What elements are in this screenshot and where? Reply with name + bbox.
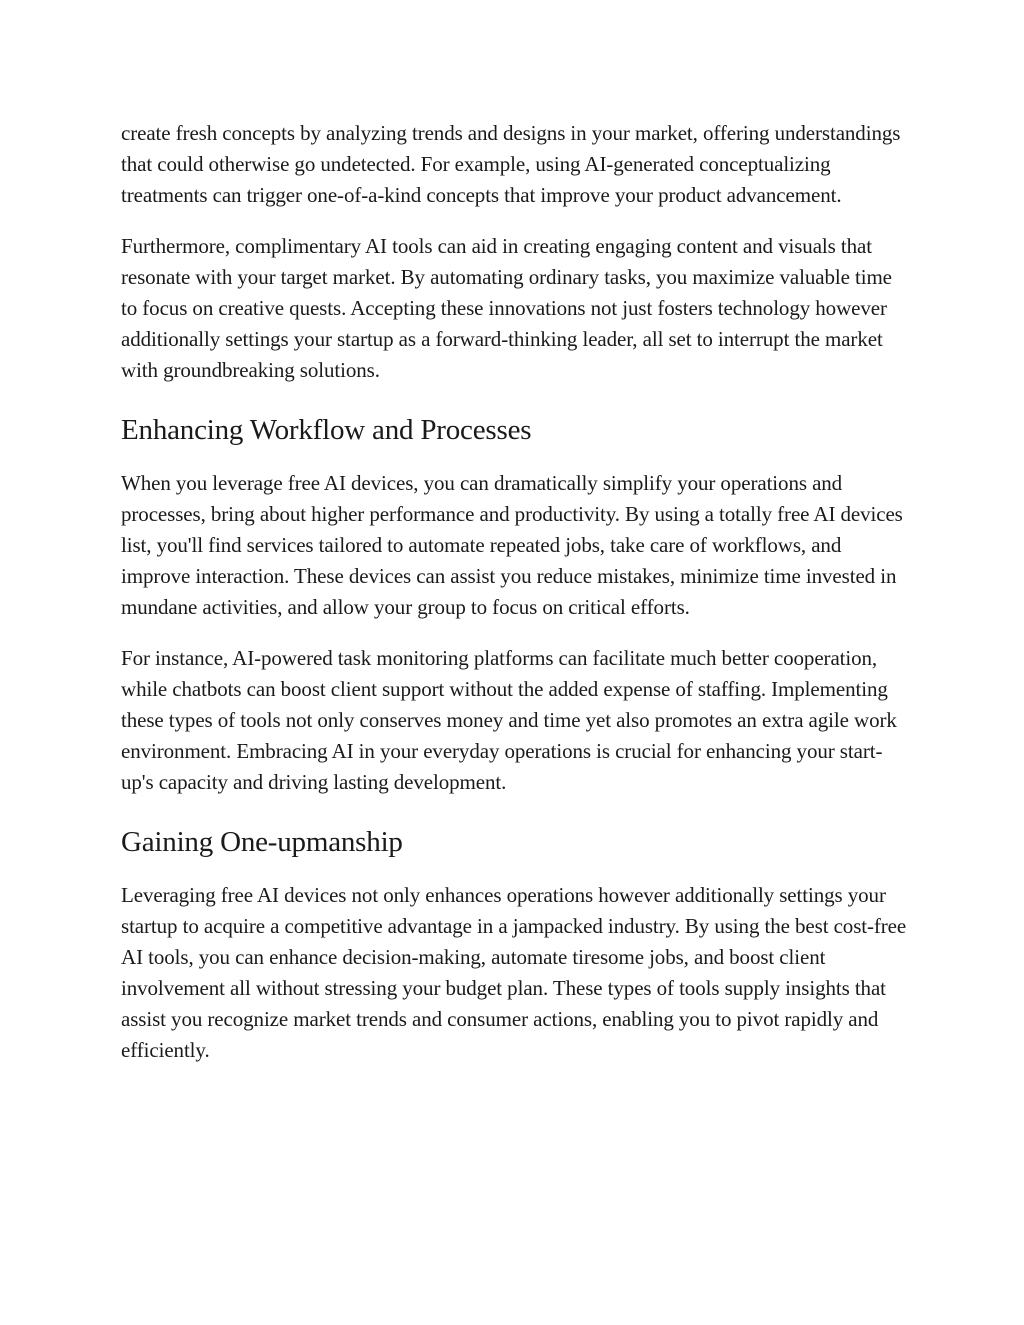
heading-gaining-one-upmanship: Gaining One-upmanship xyxy=(121,826,403,858)
paragraph-workflow: When you leverage free AI devices, you can dramatically simplify your operations and processes, bring about higher performance and productivity. By using a totally free AI devices list, you'll find services tailored to automate repeated jobs, take care of workflows, and improve interaction. These devices can assist you reduce mistakes, minimize time invested in mundane activities, and allow your group to focus on critical efforts. xyxy=(121,471,903,619)
paragraph-ai-concepts: create fresh concepts by analyzing trends and designs in your market, offering understandings that could otherwise go undetected. For example, using AI-generated conceptualizing treatments can trigger one-of-a-kind concepts that improve your product advancement. xyxy=(121,121,901,207)
paragraph-ai-content: Furthermore, complimentary AI tools can aid in creating engaging content and visuals that resonate with your target market. By automating ordinary tasks, you maximize valuable time to focus on creative quests. Accepting these innovations not just fosters technology however additionally settings your startup as a forward-thinking leader, all set to interrupt the market with groundbreaking solutions. xyxy=(121,234,892,382)
paragraph-competitive-advantage: Leveraging free AI devices not only enhances operations however additionally settings your startup to acquire a competitive advantage in a jampacked industry. By using the best cost-free AI tools, you can enhance decision-making, automate tiresome jobs, and boost client involvement all without stressing your budget plan. These types of tools supply insights that assist you recognize market trends and consumer actions, enabling you to pivot rapidly and efficiently. xyxy=(121,883,907,1062)
paragraph-task-monitoring: For instance, AI-powered task monitoring platforms can facilitate much better cooperation, while chatbots can boost client support without the added expense of staffing. Implementing these types of tools not only conserves money and time yet also promotes an extra agile work environment. Embracing AI in your everyday operations is crucial for enhancing your start-up's capacity and driving lasting development. xyxy=(121,646,897,794)
heading-enhancing-workflow: Enhancing Workflow and Processes xyxy=(121,414,532,446)
document-page xyxy=(121,118,911,1066)
